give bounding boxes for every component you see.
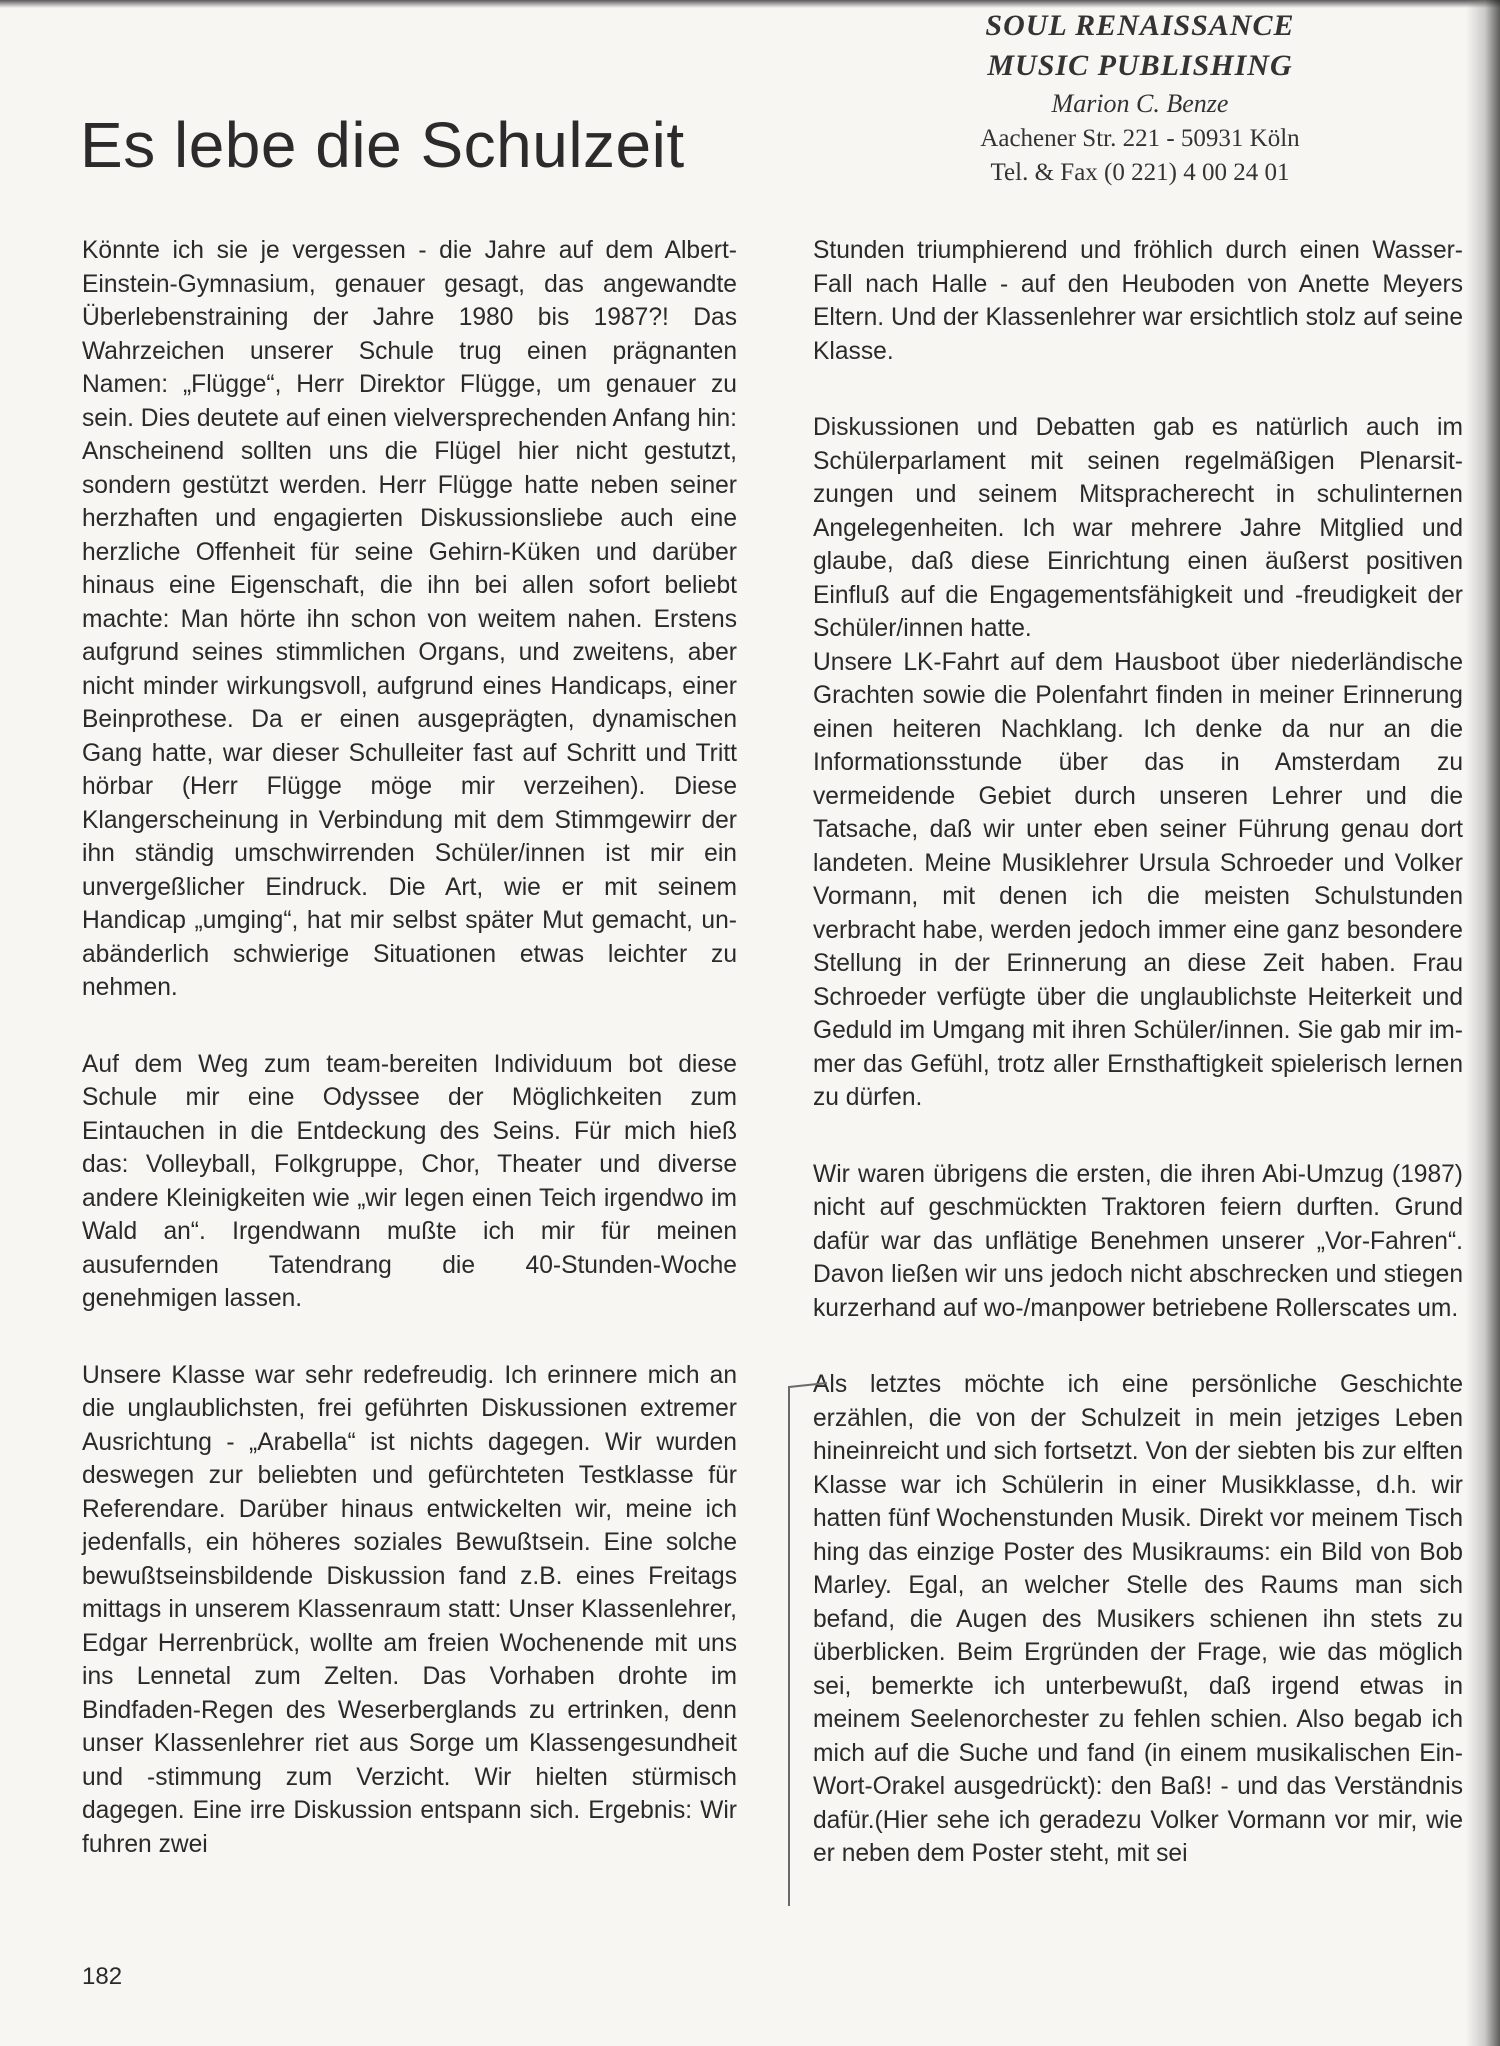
scan-shadow-right xyxy=(1466,0,1500,2046)
paragraph-class-discussions: Unsere Klasse war sehr redefreudig. Ich erinnere mich an die unglaublichsten, frei geführten Diskussionen extremer Ausrichtung - „Arabella“ ist nichts dagegen. Wir wurden deswegen zur beliebten und gefürchteten Testklasse für Referendare. Darüber hinaus entwickelten wir, meine ich jedenfalls, ein höheres soziales Bewußtsein. Eine solche bewußtseinsbildende Diskussion fand z.B. eines Freitags mittags in unserem Klassenraum statt: Unser Klassenlehrer, Edgar Herrenbrück, wollte am freien Wochenende mit uns ins Lennetal zum Zelten. Das Vorhaben drohte im Bindfaden-Regen des Weserberglands zu ertrinken, denn unser Klassenlehrer riet aus Sorge um Klassengesundheit und -stimmung zum Verzicht. Wir hielten stürmisch dagegen. Eine irre Diskussion entspann sich. Ergebnis: Wir fuhren zwei xyxy=(82,1361,737,1858)
stamp-contact-name: Marion C. Benze xyxy=(1051,89,1229,118)
page-number: 182 xyxy=(82,1963,123,1990)
stamp-publisher-line1: SOUL RENAISSANCE xyxy=(985,9,1295,42)
handwritten-margin-bracket xyxy=(788,1386,794,1906)
publisher-stamp xyxy=(860,6,1420,190)
paragraph-abi-parade: Wir waren übrigens die ersten, die ihren Abi-Umzug (1987) nicht auf geschmückten Traktoren feiern durften. Grund dafür war das unflätige Benehmen unserer „Vor-Fahren“. Davon ließen wir uns jedoch nicht abschrecken und stiegen kurzerhand auf wo-/manpower betriebene Rollerscates um. xyxy=(813,1160,1463,1322)
paragraph-lk-trip: Unsere LK-Fahrt auf dem Hausboot über niederländische Grachten sowie die Polenfahrt finden in meiner Erinnerung einen heiteren Nachklang. Ich denke da nur an die Informationsstunde über das in Amsterdam zu vermeidende Gebiet durch unseren Lehrer und die Tatsache, daß wir unter eben seiner Führung genau dort landeten. Meine Musiklehrer Ursula Schroeder und Volker Vormann, mit denen ich die meisten Schulstunden verbracht habe, werden jedoch immer eine ganz besondere Stellung in der Erinnerung an diese Zeit haben. Frau Schroeder verfügte über die unglaublichste Heiterkeit und Geduld im Umgang mit ihren Schüler/innen. Sie gab mir immer das Gefühl, trotz aller Ernsthaftigkeit spielerisch lernen zu dürfen. xyxy=(813,648,1463,1111)
paragraph-halle-trip: Stunden triumphierend und fröhlich durch einen Wasser-Fall nach Halle - auf den Heuboden von Anette Meyers Eltern. Und der Klassenlehrer war ersichtlich stolz auf seine Klasse. xyxy=(813,237,1463,365)
right-text-column xyxy=(813,234,1463,1871)
article-title: Es lebe die Schulzeit xyxy=(80,109,685,181)
paragraph-intro: Könnte ich sie je vergessen - die Jahre auf dem Albert-Einstein-Gymnasium, genauer gesagt, das angewandte Überlebenstraining der Jahre 1980 bis 1987?! Das Wahrzeichen unserer Schule trug einen prägnanten Namen: „Flügge“, Herr Direktor Flügge, um genauer zu sein. Dies deutete auf einen vielversprechenden Anfang hin: Anscheinend sollten uns die Flügel hier nicht gestutzt, sondern gestützt werden. Herr Flügge hatte neben seiner herzhaften und engagierten Diskussionsliebe auch eine herzliche Offenheit für seine Gehirn-Küken und darüber hinaus eine Eigenschaft, die ihn bei allen sofort beliebt machte: Man hörte ihn schon von weitem nahen. Erstens aufgrund seines stimmlichen Organs, und zweitens, aber nicht minder wirkungsvoll, aufgrund eines Handicaps, einer Beinprothese. Da er einen ausgeprägten, dynamischen Gang hatte, war dieser Schulleiter fast auf Schritt und Tritt hörbar (Herr Flügge möge mir verzeihen). Diese Klangerscheinung in Verbindung mit dem Stimmgewirr der ihn ständig umschwirrenden Schüler/innen ist mir ein unvergeßlicher Eindruck. Die Art, wie er mit seinem Handicap „umging“, hat mir selbst später Mut gemacht, unabänderlich schwierige Situationen etwas leichter zu nehmen. xyxy=(82,237,737,1001)
stamp-publisher-line2: MUSIC PUBLISHING xyxy=(987,49,1293,82)
stamp-address: Aachener Str. 221 - 50931 Köln xyxy=(980,125,1300,152)
paragraph-personal-story: Als letztes möchte ich eine persönliche Geschichte erzählen, die von der Schulzeit in mein jetziges Leben hineinreicht und sich fortsetzt. Von der siebten bis zur elften Klasse war ich Schülerin in einer Musikklasse, d.h. wir hatten fünf Wochenstunden Musik. Direkt vor meinem Tisch hing das einzige Poster des Musikraums: ein Bild von Bob Marley. Egal, an welcher Stelle des Raums man sich befand, die Augen des Musikers schienen ihn stets zu überblicken. Beim Ergründen der Frage, wie das möglich sei, bemerkte ich unterbewußt, daß irgend etwas in meinem Seelenorchester zu fehlen schien. Also begab ich mich auf die Suche und fand (in einem musikalischen Ein-Wort-Orakel ausgedrückt): den Baß! - und das Verständnis dafür.(Hier sehe ich geradezu Volker Vormann vor mir, wie er neben dem Poster steht, mit sei xyxy=(813,1371,1463,1867)
stamp-phone: Tel. & Fax (0 221) 4 00 24 01 xyxy=(990,159,1290,186)
paragraph-student-parliament: Diskussionen und Debatten gab es natürlich auch im Schülerparlament mit seinen regelmäßigen Plenarsitzungen und seinem Mitspracherecht in schulinternen Angelegenheiten. Ich war mehrere Jahre Mitglied und glaube, daß diese Einrichtung einen äußerst positiven Einfluß auf die Engagementsfähigkeit und -freudigkeit der Schüler/innen hatte. xyxy=(813,414,1463,642)
left-text-column xyxy=(82,234,737,1861)
paragraph-odyssey: Auf dem Weg zum team-bereiten Individuum bot diese Schule mir eine Odyssee der Möglichkeiten zum Eintauchen in die Entdeckung des Seins. Für mich hieß das: Volleyball, Folkgruppe, Chor, Theater und diverse andere Kleinigkeiten wie „wir legen einen Teich irgendwo im Wald an“. Irgendwann mußte ich mir für meinen ausufernden Tatendrang die 40-Stunden-Woche genehmigen lassen. xyxy=(82,1050,737,1312)
